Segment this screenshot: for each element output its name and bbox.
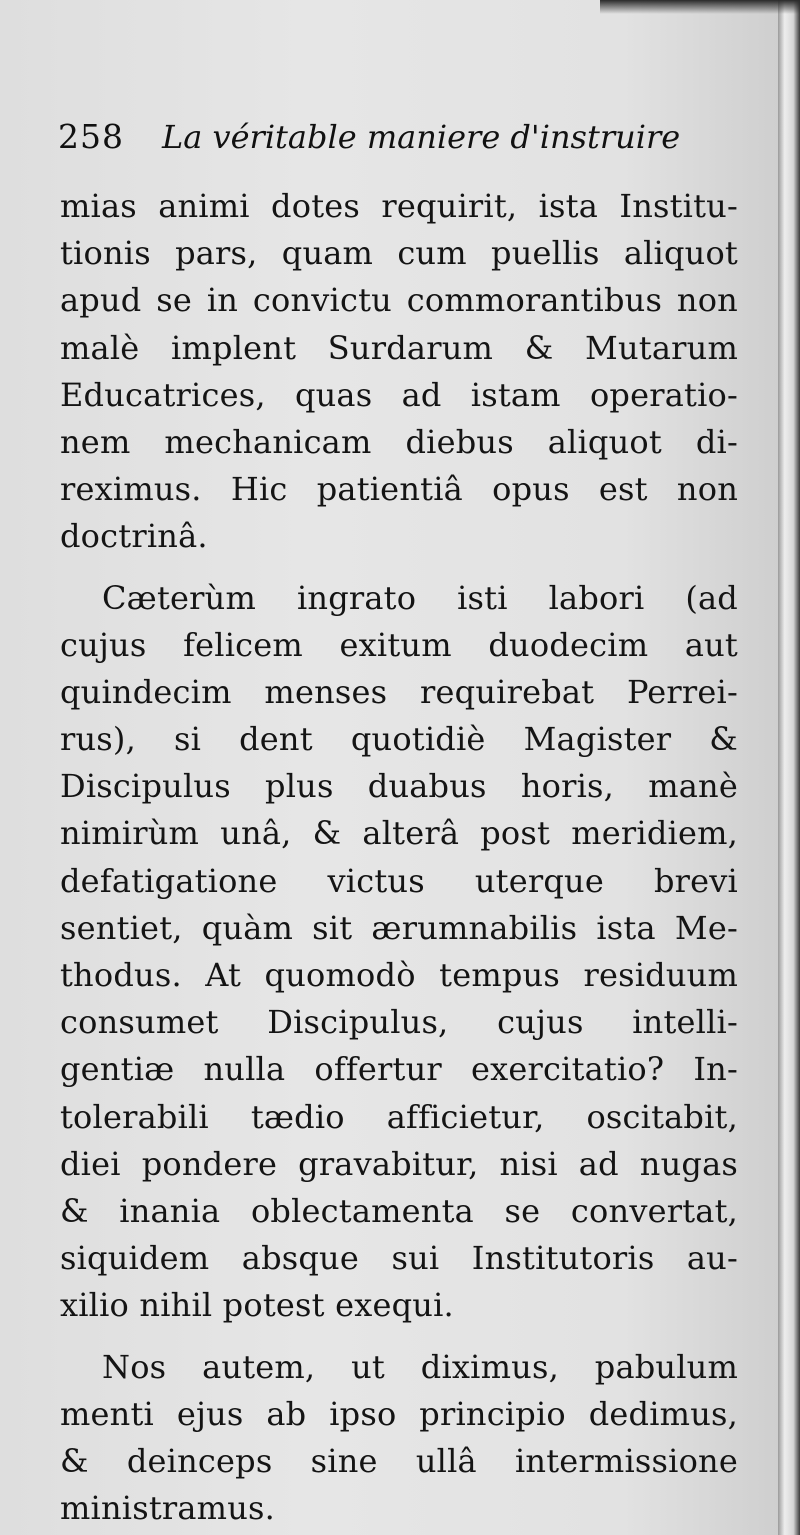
text-line: Nos autem, ut diximus, pabulum bbox=[102, 1347, 738, 1386]
text-line: apud se in convictu commorantibus non bbox=[60, 281, 738, 320]
text-line: quindecim menses requirebat Perrei- bbox=[60, 672, 738, 711]
text-line: cujus felicem exitum duodecim aut bbox=[60, 625, 738, 664]
text-line: tolerabili tædio afficietur, oscitabit, bbox=[60, 1097, 738, 1136]
body-text bbox=[60, 183, 738, 1532]
text-line: & deinceps sine ullâ intermissione bbox=[60, 1441, 738, 1480]
text-line: diei pondere gravabitur, nisi ad nugas bbox=[60, 1144, 738, 1183]
text-line: gentiæ nulla offertur exercitatio? In- bbox=[60, 1050, 738, 1089]
paragraph bbox=[60, 1344, 738, 1533]
text-line: tionis pars, quam cum puellis aliquot bbox=[60, 234, 738, 273]
text-line: doctrinâ. bbox=[60, 517, 208, 556]
page-number: 258 bbox=[58, 117, 124, 156]
text-line: thodus. At quomodò tempus residuum bbox=[60, 956, 738, 994]
paragraph bbox=[60, 183, 738, 561]
text-line: nimirùm unâ, & alterâ post meridiem, bbox=[60, 814, 738, 853]
text-line: mias animi dotes requirit, ista Institu- bbox=[60, 187, 738, 225]
text-line: consumet Discipulus, cujus intelli- bbox=[60, 1003, 738, 1042]
text-line: sentiet, quàm sit ærumnabilis ista Me- bbox=[60, 908, 738, 947]
paragraph-gap bbox=[60, 561, 738, 575]
page-edge bbox=[778, 0, 800, 1535]
text-line: defatigatione victus uterque brevi bbox=[60, 861, 738, 900]
text-line: ministramus. bbox=[60, 1489, 276, 1528]
text-line: rus), si dent quotidiè Magister & bbox=[60, 720, 738, 759]
page-header bbox=[58, 112, 708, 162]
text-line: siquidem absque sui Institutoris au- bbox=[60, 1239, 738, 1278]
running-title: La véritable maniere d'instruire bbox=[162, 118, 681, 156]
text-line: & inania oblectamenta se convertat, bbox=[60, 1191, 738, 1230]
binding-shadow bbox=[600, 0, 800, 14]
text-line: malè implent Surdarum & Mutarum bbox=[60, 328, 738, 367]
text-line: nem mechanicam diebus aliquot di- bbox=[60, 422, 738, 461]
text-line: menti ejus ab ipso principio dedimus, bbox=[60, 1394, 738, 1433]
text-line: Discipulus plus duabus horis, manè bbox=[60, 767, 738, 806]
paragraph bbox=[60, 575, 738, 1330]
text-line: xilio nihil potest exequi. bbox=[60, 1286, 454, 1325]
text-line: reximus. Hic patientiâ opus est non bbox=[60, 470, 738, 509]
text-line: Cæterùm ingrato isti labori (ad bbox=[102, 578, 738, 617]
paragraph-gap bbox=[60, 1330, 738, 1344]
text-line: Educatrices, quas ad istam operatio- bbox=[60, 375, 738, 414]
